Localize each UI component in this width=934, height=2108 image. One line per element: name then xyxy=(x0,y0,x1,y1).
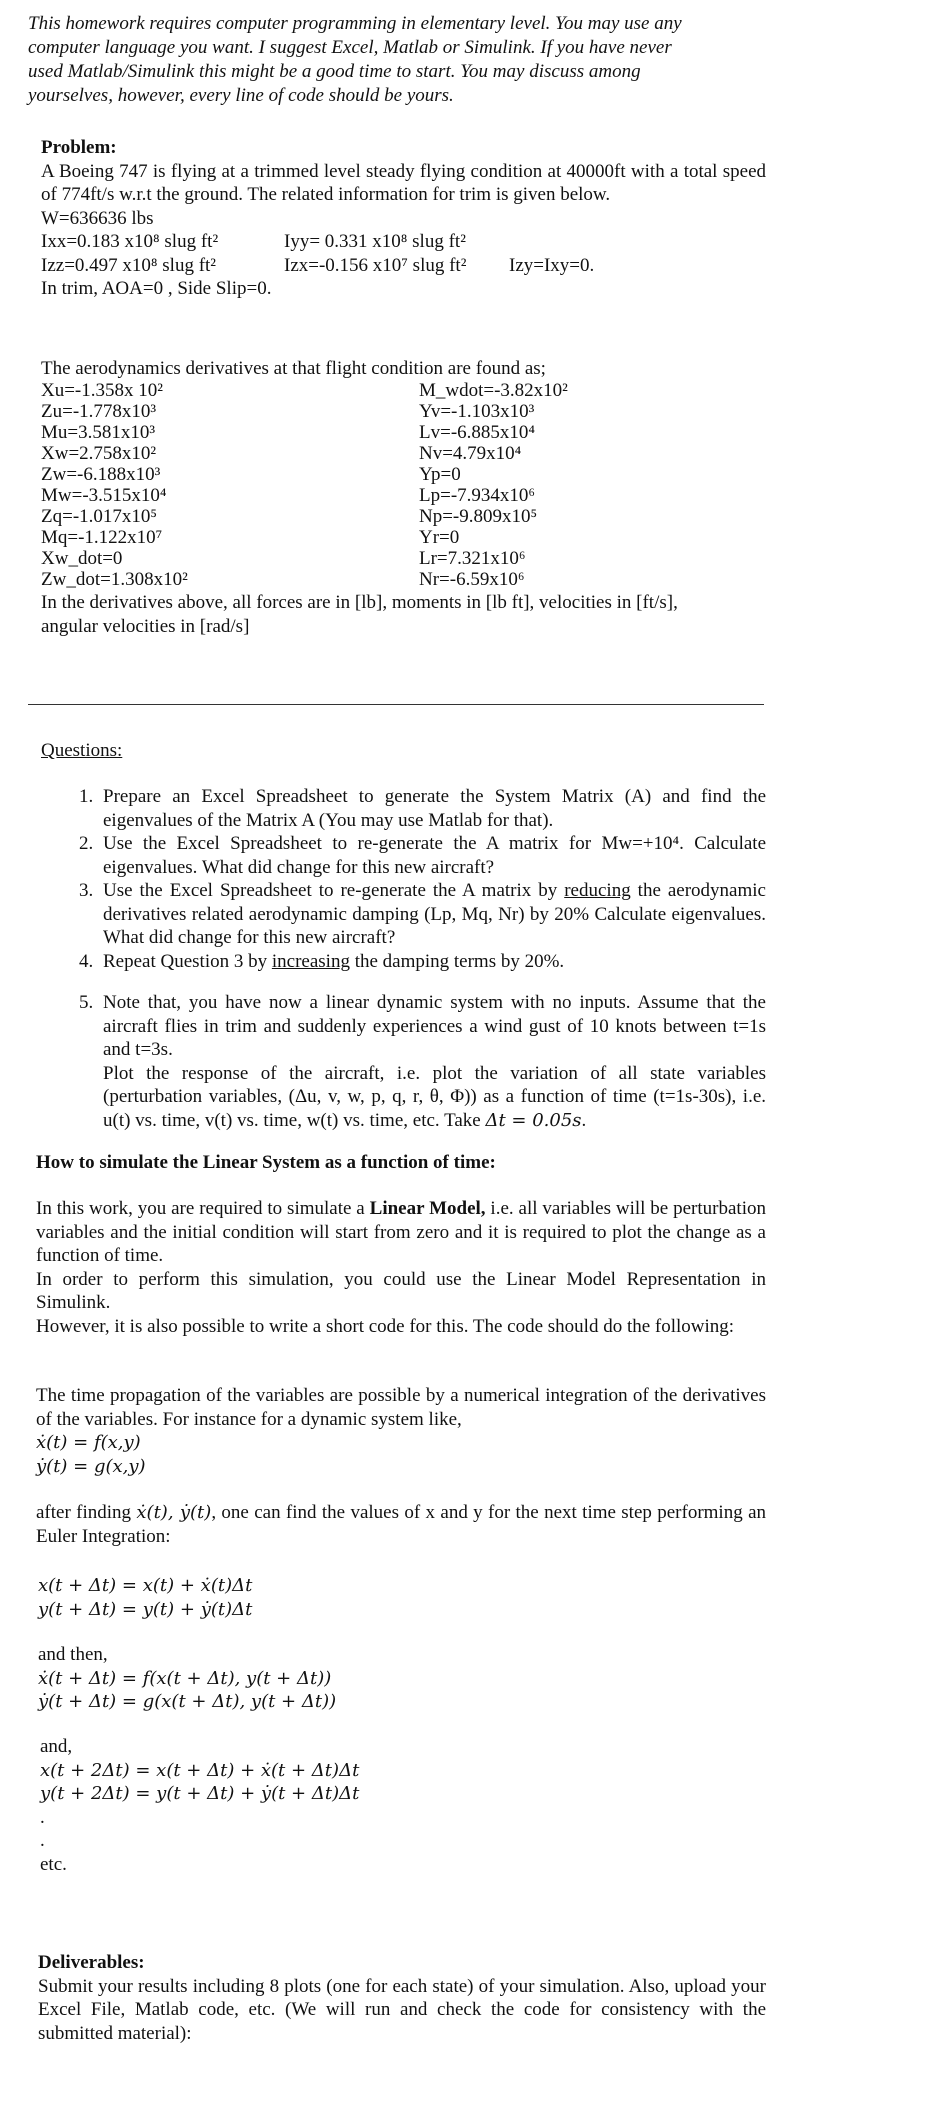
equation: y(t + Δt) = y(t) + ẏ(t)Δt xyxy=(38,1598,253,1620)
questions-heading: Questions: xyxy=(41,740,123,761)
simulate-bold: Linear Model, xyxy=(369,1198,486,1219)
simulate-text: after finding xyxy=(36,1502,137,1523)
derivative-row xyxy=(41,506,761,527)
deliverables-section xyxy=(38,1951,766,2045)
inertia-izx: Izx=-0.156 x10⁷ slug ft² xyxy=(284,254,467,276)
derivative-row xyxy=(41,401,761,422)
derivative-left: Xu=-1.358x 10² xyxy=(41,380,163,401)
equation: ẏ(t + Δt) = g(x(t + Δt), y(t + Δt)) xyxy=(38,1691,337,1712)
euler-step-1 xyxy=(38,1574,252,1621)
inertia-iyy: Iyy= 0.331 x10⁸ slug ft² xyxy=(284,231,466,252)
simulate-text: i.e. all variables will be perturbation variables and the initial condition will start from zero and it is required to plot the change as a function of time. xyxy=(36,1198,766,1266)
derivative-right: Lv=-6.885x10⁴ xyxy=(419,422,536,443)
derivative-left: Zu=-1.778x10³ xyxy=(41,401,157,422)
problem-weight: W=636636 lbs xyxy=(41,207,154,229)
derivative-right: Yr=0 xyxy=(419,527,460,548)
deliverables-heading: Deliverables: xyxy=(38,1952,145,1973)
equation: x(t + 2Δt) = x(t + Δt) + ẋ(t + Δt)Δt xyxy=(40,1759,360,1781)
derivative-left: Mu=3.581x10³ xyxy=(41,422,156,443)
etc-text: etc. xyxy=(40,1853,67,1875)
intro-paragraph xyxy=(28,12,768,108)
euler-step-2 xyxy=(38,1643,336,1714)
derivative-row xyxy=(41,422,761,443)
derivative-right: Yp=0 xyxy=(419,464,461,485)
question-text: Prepare an Excel Spreadsheet to generate the System Matrix (A) and find the eigenvalues of the Matrix A (You may use Matlab for that). xyxy=(103,786,766,831)
question-text: Repeat Question 3 by xyxy=(103,950,272,972)
question-item: 3. Use the Excel Spreadsheet to re-generate the A matrix by reducing the aerodynamic derivatives related aerodynamic damping (Lp, Mq, Nr) by 20% Calculate eigenvalues. What did change for this new aircraft? xyxy=(79,880,766,948)
derivative-left: Zw=-6.188x10³ xyxy=(41,464,161,485)
derivative-row xyxy=(41,443,761,464)
intro-line: This homework requires computer programming in elementary level. You may use any xyxy=(28,13,682,34)
derivative-left: Mw=-3.515x10⁴ xyxy=(41,485,167,506)
inertia-row-1 xyxy=(41,230,766,254)
inertia-izy: Izy=Ixy=0. xyxy=(509,254,595,276)
equation: x(t + Δt) = x(t) + ẋ(t)Δt xyxy=(38,1575,253,1596)
units-note xyxy=(41,591,781,638)
units-line: In the derivatives above, all forces are in [lb], moments in [lb ft], velocities in [ft/s], xyxy=(41,592,678,613)
intro-line: used Matlab/Simulink this might be a good time to start. You may discuss among xyxy=(28,61,641,82)
problem-section xyxy=(41,136,766,301)
deliverables-text: Submit your results including 8 plots (one for each state) of your simulation. Also, upload your Excel File, Matlab code, etc. (We will run and check the code for consistency with the submitted material): xyxy=(38,1975,766,2044)
question-item: 4. Repeat Question 3 by increasing the damping terms by 20%. xyxy=(79,950,565,972)
intro-line: yourselves, however, every line of code should be yours. xyxy=(28,85,454,106)
derivative-right: M_wdot=-3.82x10² xyxy=(419,380,568,401)
derivative-right: Yv=-1.103x10³ xyxy=(419,401,535,422)
derivative-right: Np=-9.809x10⁵ xyxy=(419,506,538,527)
question-text: Plot the response of the aircraft, i.e. plot the variation of all state variables (perturbation variables, (Δu, v, w, p, q, r, θ, Φ)) as a function of time (t=1s-30s), i.e. u(t) vs. time, v(t) vs. time, w(t) vs. time, etc. Take xyxy=(103,1062,766,1131)
equation: ẋ(t + Δt) = f(x(t + Δt), y(t + Δt)) xyxy=(38,1667,332,1689)
question-item: 1. Prepare an Excel Spreadsheet to generate the System Matrix (A) and find the eigenvalues of the Matrix A (You may use Matlab for that). xyxy=(79,786,766,831)
derivative-left: Zw_dot=1.308x10² xyxy=(41,569,188,590)
derivatives-table xyxy=(41,380,761,590)
inertia-ixx: Ixx=0.183 x10⁸ slug ft² xyxy=(41,231,219,252)
derivative-left: Xw_dot=0 xyxy=(41,548,123,569)
units-line: angular velocities in [rad/s] xyxy=(41,615,250,637)
ellipsis-dot: . xyxy=(40,1806,45,1828)
equation: y(t + 2Δt) = y(t + Δt) + ẏ(t + Δt)Δt xyxy=(40,1783,360,1804)
derivative-left: Xw=2.758x10² xyxy=(41,443,157,464)
euler-step-3 xyxy=(40,1735,359,1876)
problem-text: A Boeing 747 is flying at a trimmed level steady flying condition at 40000ft with a total speed of 774ft/s w.r.t the ground. The related information for trim is given below. xyxy=(41,160,766,205)
derivative-row xyxy=(41,527,761,548)
problem-heading: Problem: xyxy=(41,137,117,158)
derivative-row xyxy=(41,464,761,485)
simulate-paragraphs xyxy=(36,1197,766,1338)
simulate-integration-intro xyxy=(36,1384,766,1478)
question-text: . xyxy=(581,1109,587,1131)
simulate-text: In order to perform this simulation, you could use the Linear Model Representation in Simulink. xyxy=(36,1268,766,1313)
question-text: the damping terms by 20%. xyxy=(349,950,565,972)
simulate-text: , one can find the values of x and y for the next time step performing an Euler Integration: xyxy=(36,1502,766,1547)
derivative-right: Lp=-7.934x10⁶ xyxy=(419,485,536,506)
derivative-row xyxy=(41,485,761,506)
section-divider xyxy=(28,704,764,705)
derivative-row xyxy=(41,380,761,401)
derivatives-intro: The aerodynamics derivatives at that flight condition are found as; xyxy=(41,358,546,379)
derivative-left: Zq=-1.017x10⁵ xyxy=(41,506,158,527)
inertia-row-2 xyxy=(41,254,766,278)
simulate-text: The time propagation of the variables are possible by a numerical integration of the derivatives of the variables. For instance for a dynamic system like, xyxy=(36,1385,766,1430)
question-emphasis: reducing xyxy=(564,880,631,901)
simulate-text: and then, xyxy=(38,1644,108,1665)
derivative-row xyxy=(41,569,761,590)
question-item: 5. Note that, you have now a linear dynamic system with no inputs. Assume that the aircraft flies in trim and suddenly experiences a wind gust of 10 knots between t=1s and t=3s. Plot the response of the aircraft, i.e. plot the variation of all state variables (perturbation variables, (Δu, v, w, p, q, r, θ, Φ)) as a function of time (t=1s-30s), i.e. u(t) vs. time, v(t) vs. time, w(t) vs. time, etc. Take Δt = 0.05s. xyxy=(79,992,766,1131)
simulate-text: and, xyxy=(40,1736,73,1757)
question-item: 2. Use the Excel Spreadsheet to re-generate the A matrix for Mw=+10⁴. Calculate eigenvalues. What did change for this new aircraft? xyxy=(79,833,766,878)
questions-list xyxy=(41,785,766,1132)
simulate-text: However, it is also possible to write a short code for this. The code should do the following: xyxy=(36,1315,735,1337)
question-text: Note that, you have now a linear dynamic system with no inputs. Assume that the aircraft flies in trim and suddenly experiences a wind gust of 10 knots between t=1s and t=3s. xyxy=(103,992,766,1060)
derivative-right: Lr=7.321x10⁶ xyxy=(419,548,526,569)
intro-line: computer language you want. I suggest Excel, Matlab or Simulink. If you have never xyxy=(28,37,672,58)
trim-condition: In trim, AOA=0 , Side Slip=0. xyxy=(41,278,272,299)
question-text: Use the Excel Spreadsheet to re-generate the A matrix by xyxy=(103,880,565,901)
simulate-euler-intro xyxy=(36,1501,766,1548)
inertia-izz: Izz=0.497 x10⁸ slug ft² xyxy=(41,254,217,276)
derivative-left: Mq=-1.122x10⁷ xyxy=(41,527,163,548)
derivative-right: Nv=4.79x10⁴ xyxy=(419,443,522,464)
derivative-right: Nr=-6.59x10⁶ xyxy=(419,569,525,590)
simulate-heading: How to simulate the Linear System as a function of time: xyxy=(36,1152,496,1173)
equation: ẋ(t) = f(x,y) xyxy=(36,1432,141,1453)
question-emphasis: increasing xyxy=(271,950,350,972)
question-text: Use the Excel Spreadsheet to re-generate the A matrix for Mw=+10⁴. Calculate eigenvalues. What did change for this new aircraft? xyxy=(103,833,766,878)
simulate-math: ẋ(t), ẏ(t) xyxy=(136,1502,212,1523)
derivative-row xyxy=(41,548,761,569)
equation: ẏ(t) = g(x,y) xyxy=(36,1455,146,1477)
simulate-text: In this work, you are required to simulate a xyxy=(36,1198,370,1219)
ellipsis-dot: . xyxy=(40,1830,45,1851)
question-math: Δt = 0.05s xyxy=(485,1109,582,1131)
question-text: the aerodynamic derivatives related aerodynamic damping (Lp, Mq, Nr) by 20% Calculate eigenvalues. What did change for this new aircraft? xyxy=(103,880,766,948)
